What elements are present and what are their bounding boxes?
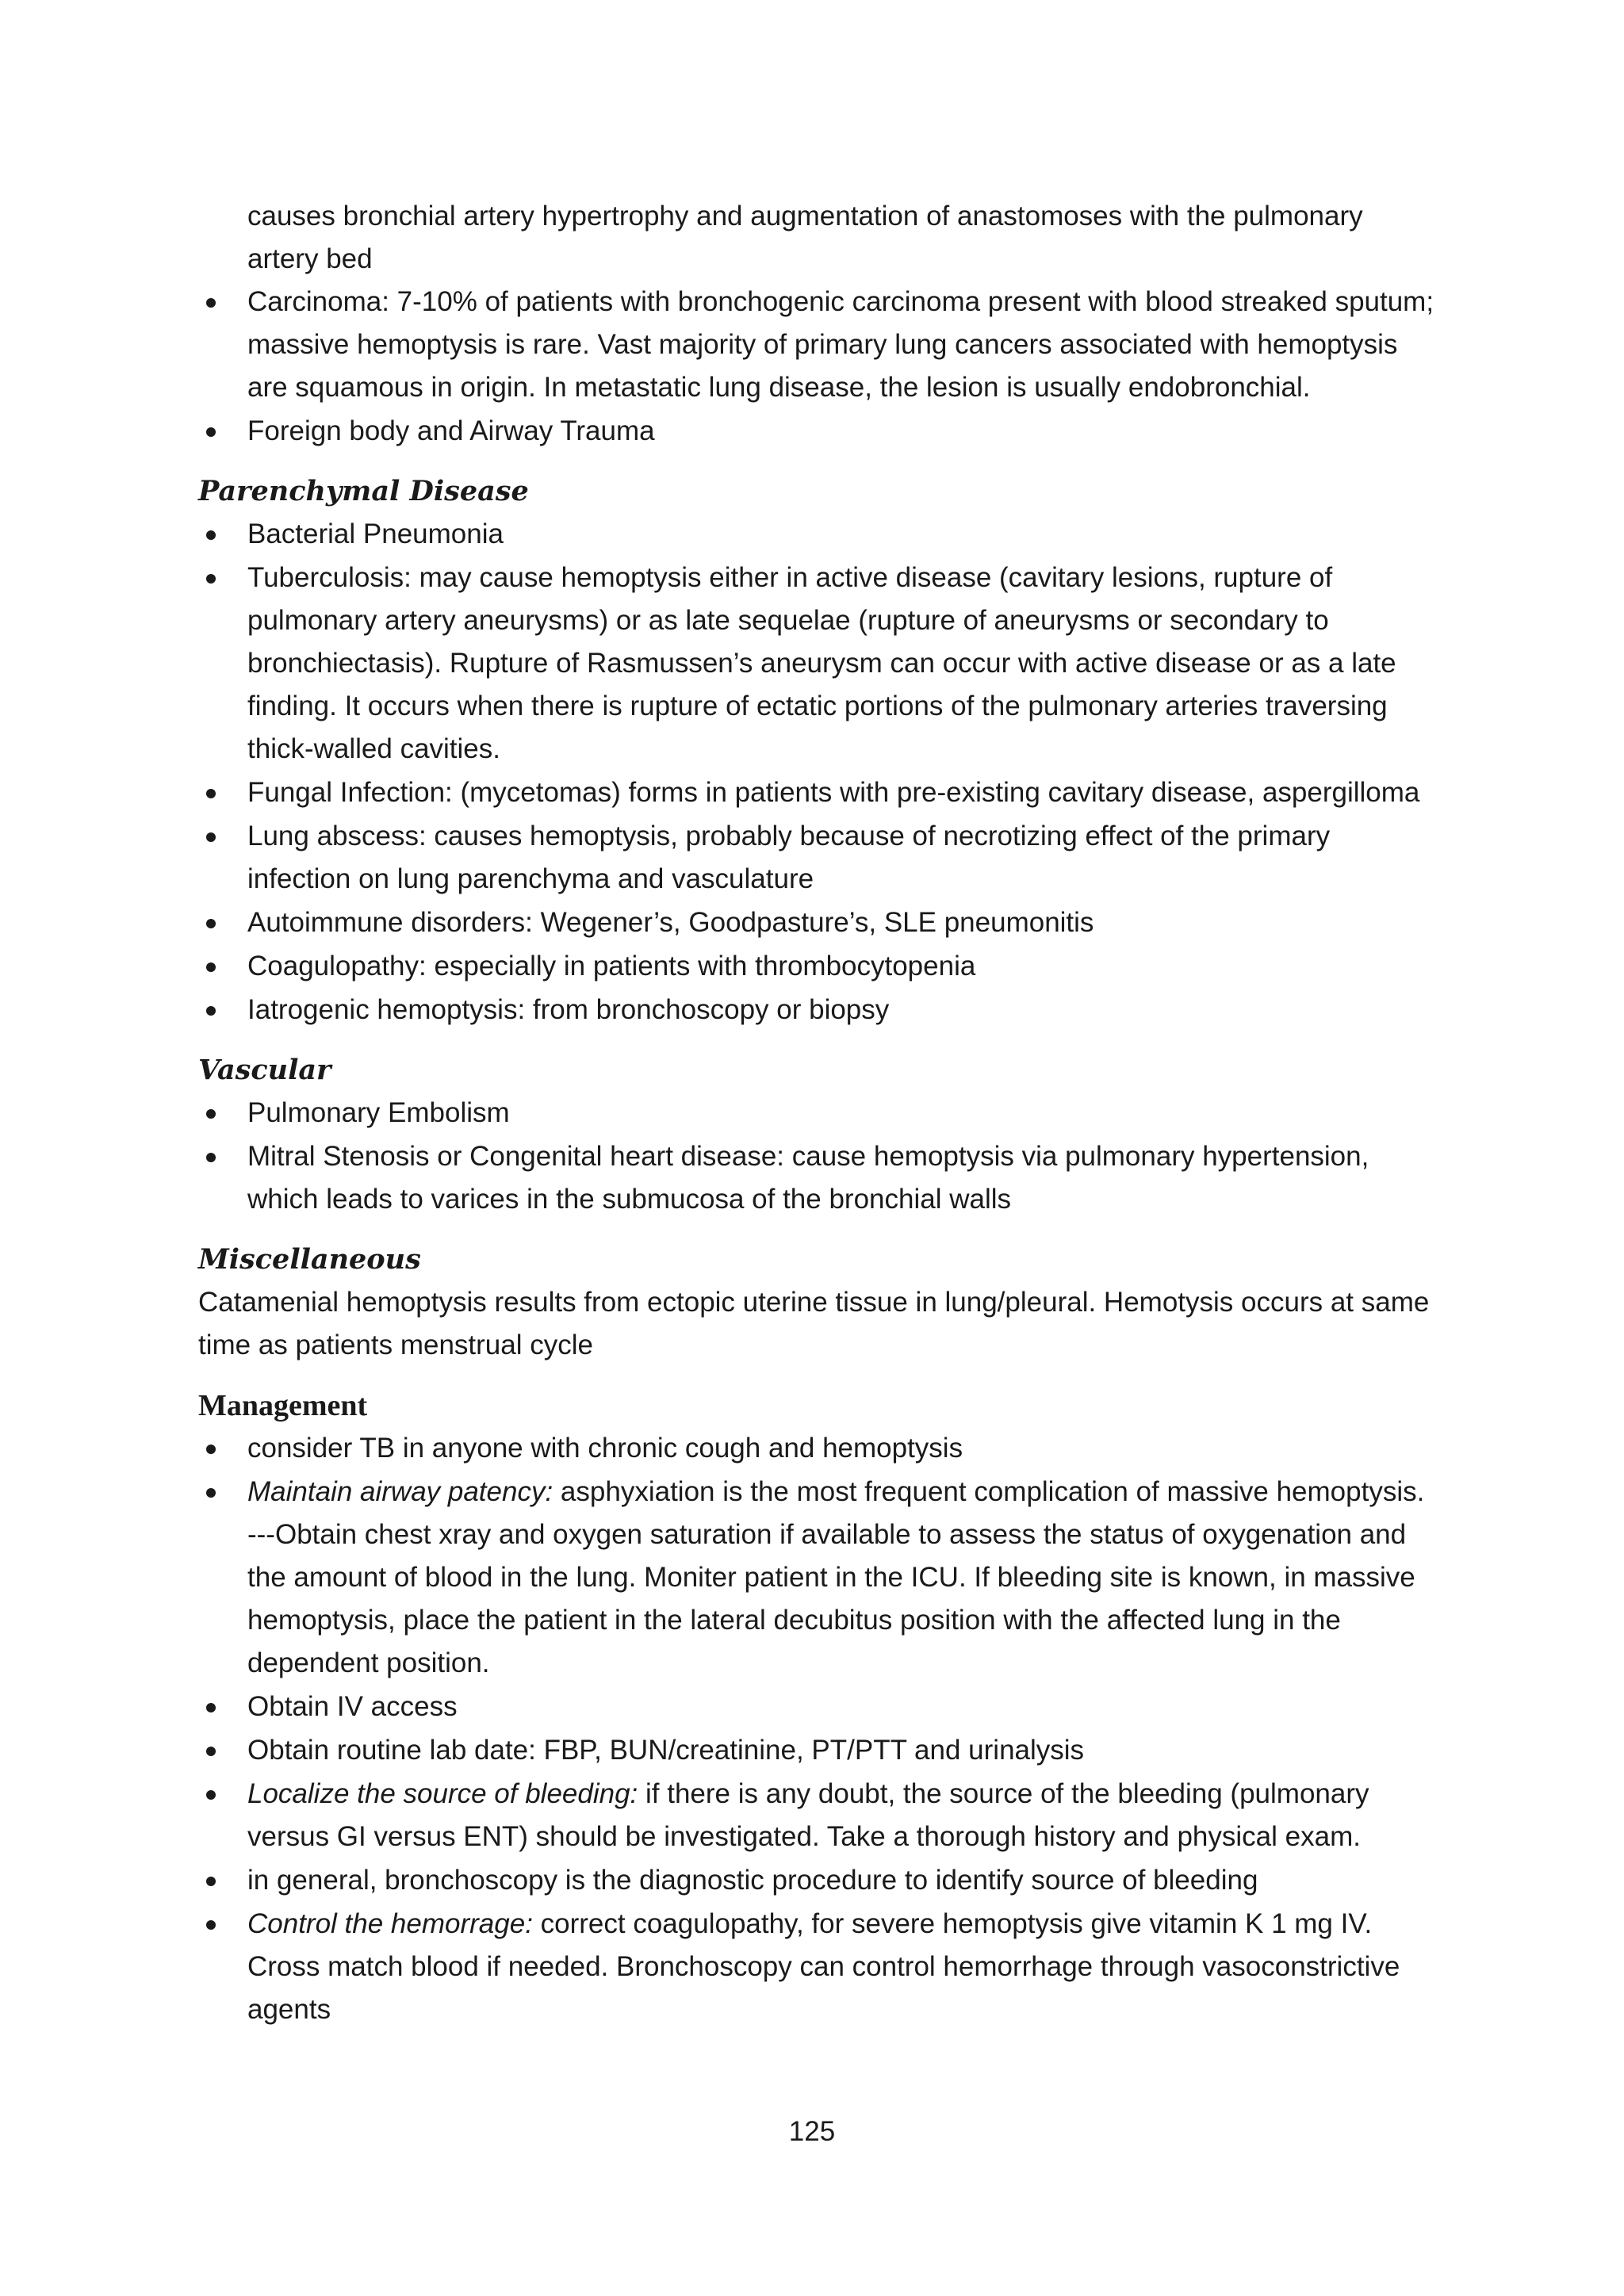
item-lead: Control the hemorrage: bbox=[247, 1908, 533, 1939]
section-heading-parenchymal: Parenchymal Disease bbox=[198, 475, 529, 507]
list-item: Mitral Stenosis or Congenital heart disease: cause hemoptysis via pulmonary hypertension, which leads to varices in the submucosa of the bronchial walls bbox=[198, 1135, 1435, 1221]
section-heading-management: Management bbox=[198, 1389, 368, 1422]
list-item: Lung abscess: causes hemoptysis, probably because of necrotizing effect of the primary infection on lung parenchyma and vasculature bbox=[198, 815, 1435, 901]
list-item bbox=[198, 1471, 1435, 1685]
section-heading-vascular: Vascular bbox=[198, 1054, 331, 1086]
page-number: 125 bbox=[788, 2116, 836, 2147]
miscellaneous-text: Catamenial hemoptysis results from ectopic uterine tissue in lung/pleural. Hemotysis occurs at same time as patients menstrual cycle bbox=[198, 1287, 1430, 1360]
list-item: Foreign body and Airway Trauma bbox=[198, 410, 1435, 453]
vascular-list bbox=[198, 1092, 1435, 1221]
top-list bbox=[198, 281, 1435, 453]
list-item bbox=[198, 1773, 1435, 1858]
item-lead: Maintain airway patency: bbox=[247, 1476, 553, 1507]
item-lead: Localize the source of bleeding: bbox=[247, 1778, 638, 1809]
item-text: correct coagulopathy, for severe hemoptysis give vitamin K 1 mg IV. Cross match blood if needed. Bronchoscopy can control hemorrhage through vasoconstrictive agents bbox=[247, 1908, 1400, 2025]
list-item: Iatrogenic hemoptysis: from bronchoscopy or biopsy bbox=[198, 989, 1435, 1031]
section-heading-miscellaneous: Miscellaneous bbox=[198, 1243, 421, 1276]
parenchymal-list bbox=[198, 513, 1435, 1031]
management-list bbox=[198, 1427, 1435, 2031]
list-item: Coagulopathy: especially in patients with thrombocytopenia bbox=[198, 945, 1435, 988]
list-item: Obtain routine lab date: FBP, BUN/creatinine, PT/PTT and urinalysis bbox=[198, 1729, 1435, 1772]
continuation-text: causes bronchial artery hypertrophy and augmentation of anastomoses with the pulmonary artery bed bbox=[247, 201, 1363, 274]
list-item bbox=[198, 1903, 1435, 2031]
item-text: if there is any doubt, the source of the bleeding (pulmonary versus GI versus ENT) should be investigated. Take a thorough history and physical exam. bbox=[247, 1778, 1369, 1852]
list-item: in general, bronchoscopy is the diagnostic procedure to identify source of bleeding bbox=[198, 1859, 1435, 1902]
list-item: Tuberculosis: may cause hemoptysis either in active disease (cavitary lesions, rupture of pulmonary artery aneurysms) or as late sequelae (rupture of aneurysms or secondary to bronchiectasis). Rupture of Rasmussen’s aneurysm can occur with active disease or as a late finding. It occurs when there is rupture of ectatic portions of the pulmonary arteries traversing thick-walled cavities. bbox=[198, 557, 1435, 771]
item-text: asphyxiation is the most frequent complication of massive hemoptysis. ---Obtain chest xray and oxygen saturation if available to assess the status of oxygenation and the amount of blood in the lung. Moniter patient in the ICU. If bleeding site is known, in massive hemoptysis, place the patient in the lateral decubitus position with the affected lung in the dependent position. bbox=[247, 1476, 1425, 1678]
list-item: Obtain IV access bbox=[198, 1686, 1435, 1728]
list-item: Carcinoma: 7-10% of patients with bronchogenic carcinoma present with blood streaked sputum; massive hemoptysis is rare. Vast majority of primary lung cancers associated with hemoptysis are squamous in origin. In metastatic lung disease, the lesion is usually endobronchial. bbox=[198, 281, 1435, 409]
list-item: Fungal Infection: (mycetomas) forms in patients with pre-existing cavitary disease, aspergilloma bbox=[198, 771, 1435, 814]
list-item: Pulmonary Embolism bbox=[198, 1092, 1435, 1135]
list-item: Bacterial Pneumonia bbox=[198, 513, 1435, 556]
list-item: Autoimmune disorders: Wegener’s, Goodpasture’s, SLE pneumonitis bbox=[198, 901, 1435, 944]
page-content bbox=[198, 195, 1435, 2032]
list-item: consider TB in anyone with chronic cough and hemoptysis bbox=[198, 1427, 1435, 1470]
